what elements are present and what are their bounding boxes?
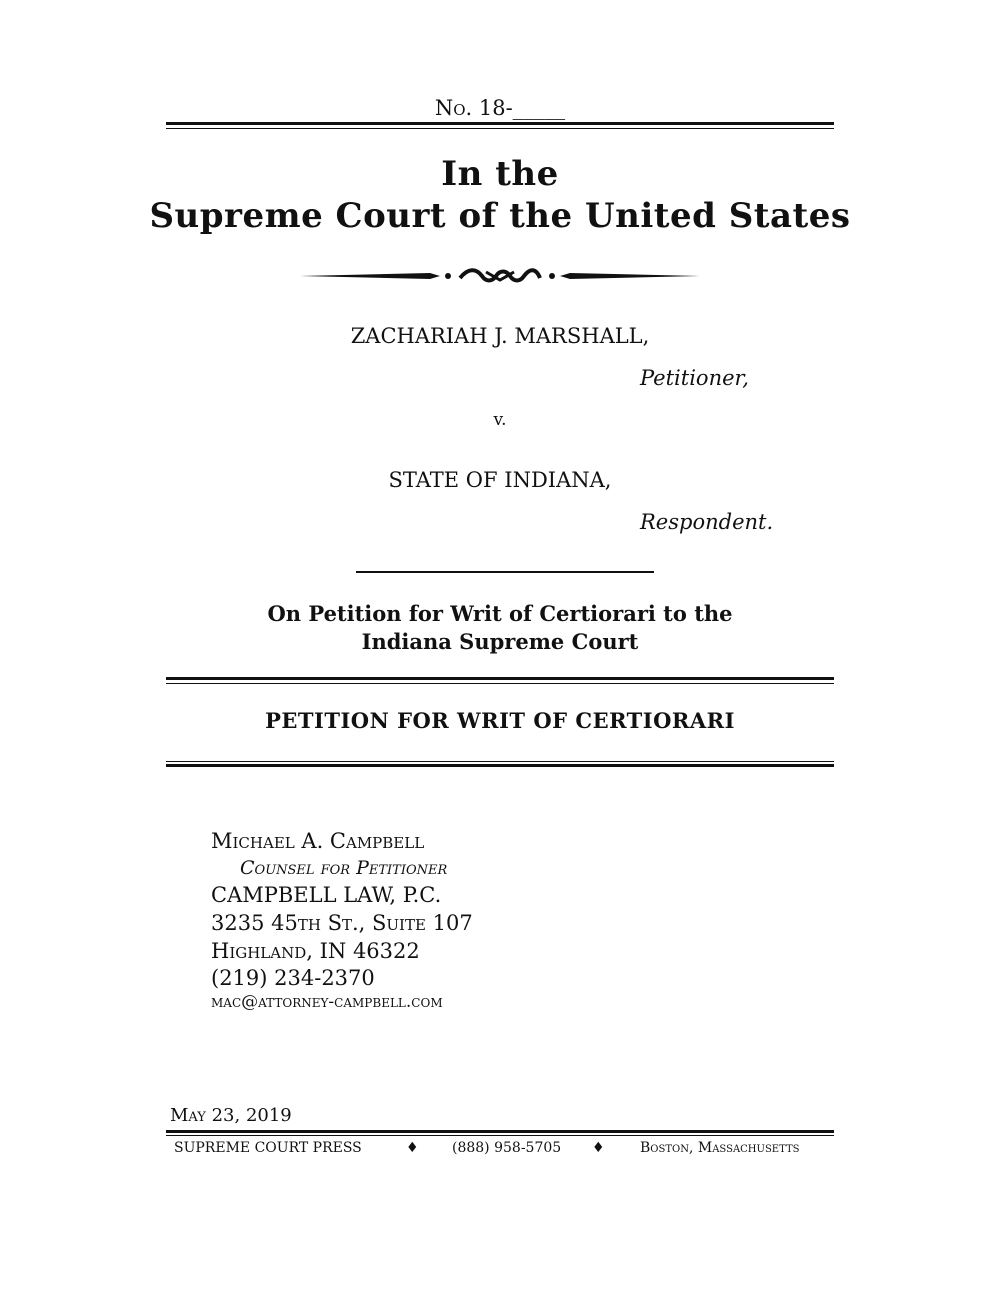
top-rule-thick [166, 122, 834, 125]
filing-date: May 23, 2019 [170, 1105, 292, 1126]
title-rule-bottom-thick [166, 764, 834, 767]
versus-label: v. [493, 410, 507, 430]
top-rule-thin [166, 128, 834, 129]
petitioner-role: Petitioner, [640, 366, 749, 390]
title-rule-top-thin [166, 683, 834, 684]
subtitle-line1: On Petition for Writ of Certiorari to the [267, 601, 733, 626]
footer-phone: (888) 958-5705 [452, 1140, 562, 1156]
counsel-email[interactable]: mac@attorney-campbell.com [211, 992, 443, 1012]
counsel-name: Michael A. Campbell [211, 829, 425, 853]
counsel-city: Highland, IN 46322 [211, 939, 420, 963]
docket-number: No. 18-_____ [434, 96, 566, 120]
footer-separator-diamond-icon: ♦ [406, 1140, 419, 1156]
counsel-firm: CAMPBELL LAW, P.C. [211, 883, 442, 907]
footer-rule-thick [166, 1130, 834, 1133]
respondent-role: Respondent. [640, 510, 774, 534]
title-rule-bottom-thin [166, 761, 834, 762]
footer-location: Boston, Massachusetts [640, 1140, 800, 1156]
court-heading-line2: Supreme Court of the United States [149, 196, 851, 236]
counsel-phone: (219) 234-2370 [211, 966, 375, 990]
respondent-name: STATE OF INDIANA, [388, 468, 612, 492]
title-rule-top-thick [166, 677, 834, 680]
footer-rule-thin [166, 1135, 834, 1136]
footer-separator-diamond-icon: ♦ [592, 1140, 605, 1156]
document-title: PETITION FOR WRIT OF CERTIORARI [265, 708, 735, 733]
ornament-divider [300, 264, 700, 288]
court-heading-line1: In the [441, 154, 559, 194]
footer-publisher: SUPREME COURT PRESS [174, 1140, 362, 1156]
counsel-street: 3235 45th St., Suite 107 [211, 911, 473, 935]
subtitle-line2: Indiana Supreme Court [361, 629, 639, 654]
petitioner-name: ZACHARIAH J. MARSHALL, [350, 324, 650, 348]
counsel-role: Counsel for Petitioner [240, 857, 448, 879]
short-divider [356, 571, 654, 573]
